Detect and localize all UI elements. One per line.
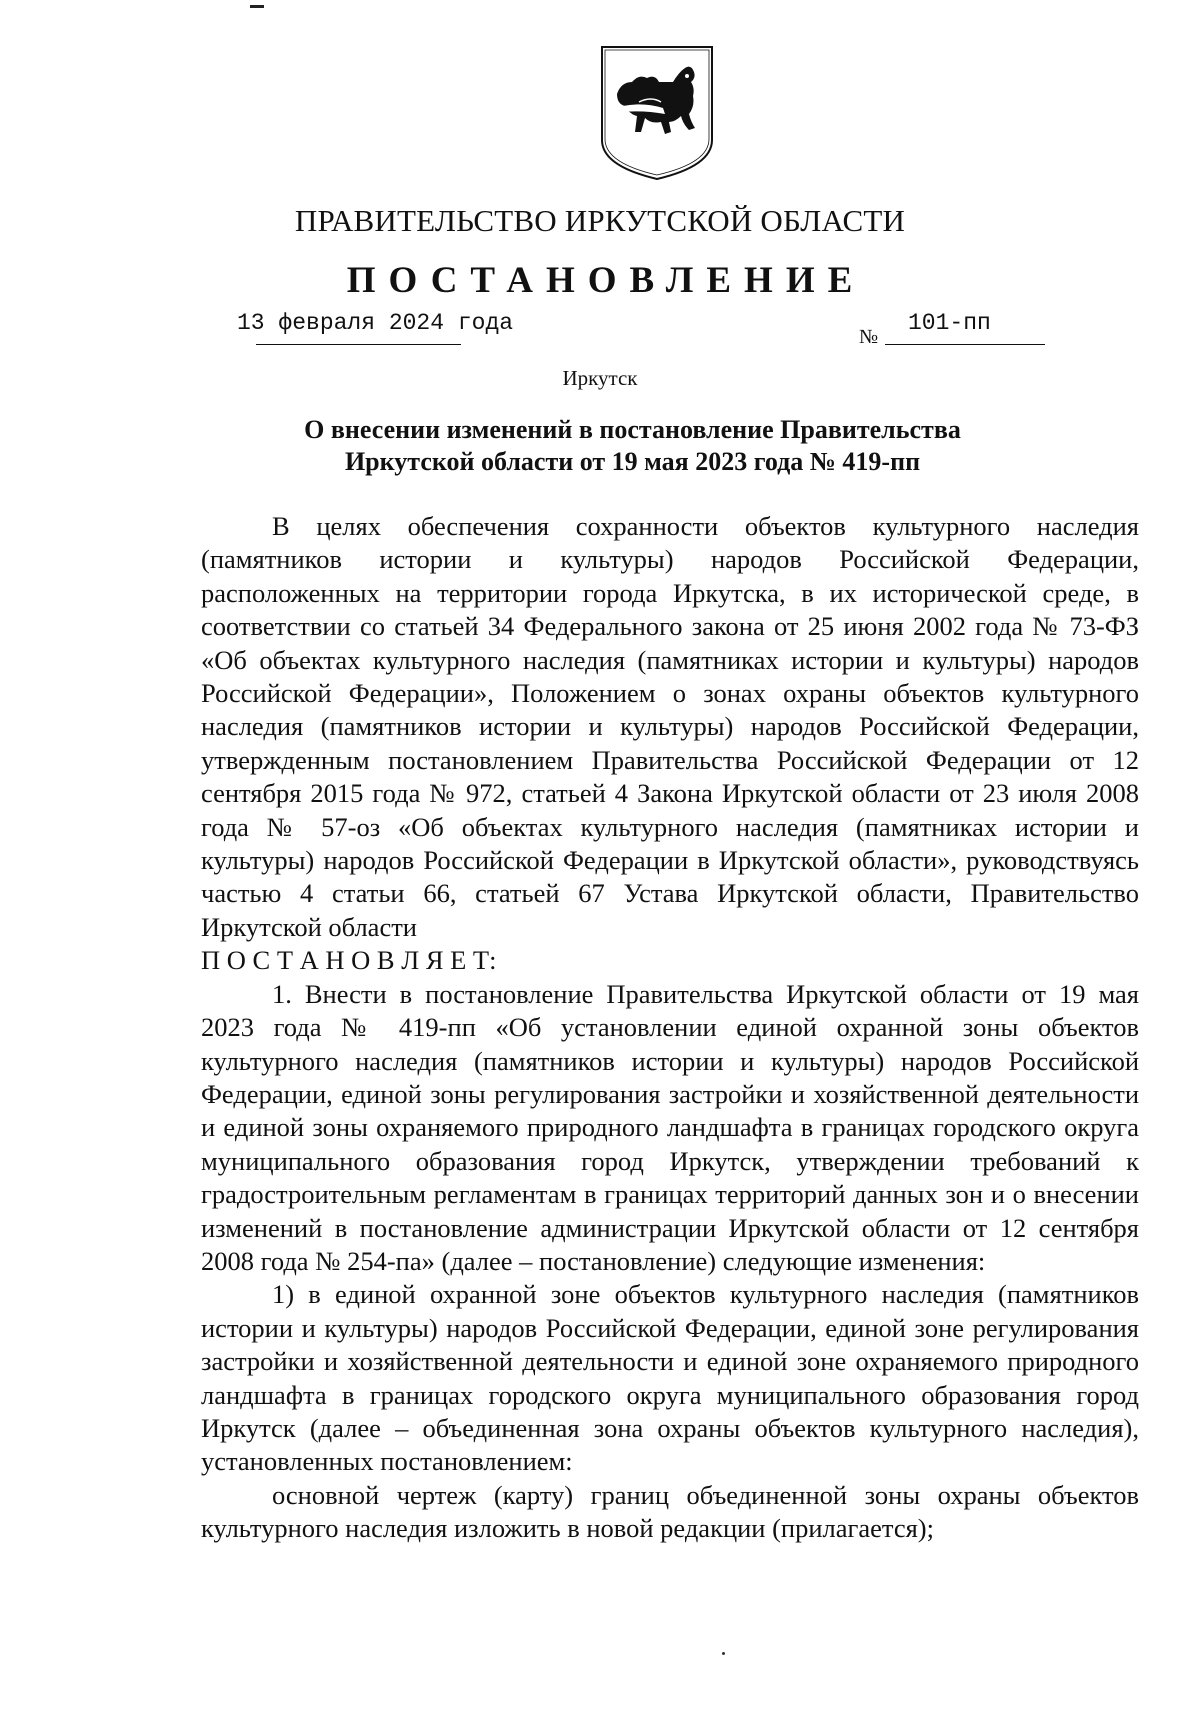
document-type: ПОСТАНОВЛЕНИЕ (346, 260, 866, 301)
title-line-2: Иркутской области от 19 мая 2023 года № 419-пп (344, 447, 921, 476)
document-number: 101-пп (908, 310, 991, 336)
city: Иркутск (562, 366, 638, 390)
subitem-1-paragraph: 1) в единой охранной зоне объектов культурного наследия (памятников истории и культуры) народов Российской Федерации, единой зоне регулирования застройки и хозяйственной деятельности и единой зоне охраняемого природного ландшафта в границах городского округа муниципального образования город Иркутск (далее – объединенная зона охраны объектов культурного наследия), установленных постановлением: (201, 1279, 1139, 1477)
document-title (200, 414, 1065, 478)
decree-word: П О С Т А Н О В Л Я Е Т: (201, 945, 497, 976)
item-1-paragraph: 1. Внести в постановление Правительства Иркутской области от 19 мая 2023 года № 419-пп «Об установлении единой охранной зоны объектов культурного наследия (памятников истории и культуры) народов Российской Федерации, единой зоны регулирования застройки и хозяйственной деятельности и единой зоны охраняемого природного ландшафта в границах городского округа муниципального образования город Иркутск, утверждении требований к градостроительным регламентам в границах территорий данных зон и о внесении изменений в постановление администрации Иркутской области от 12 сентября 2008 года № 254-па» (далее – постановление) следующие изменения: (201, 978, 1139, 1276)
subitem-1-text-paragraph: основной чертеж (карту) границ объединенной зоны охраны объектов культурного наследия изложить в новой редакции (прилагается); (201, 1479, 1139, 1544)
coat-of-arms-icon (599, 44, 715, 182)
preamble-paragraph: В целях обеспечения сохранности объектов культурного наследия (памятников истории и культуры) народов Российской Федерации, расположенных на территории города Иркутска, в их исторической среде, в соответствии со статьей 34 Федерального закона от 25 июня 2002 года № 73-ФЗ «Об объектах культурного наследия (памятниках истории и культуры) народов Российской Федерации», Положением о зонах охраны объектов культурного наследия (памятников истории и культуры) народов Российской Федерации, утвержденным постановлением Правительства Российской Федерации от 12 сентября 2015 года № 972, статьей 4 Закона Иркутской области от 23 июля 2008 года № 57-оз «Об объектах культурного наследия (памятниках истории и культуры) народов Российской Федерации в Иркутской области», руководствуясь частью 4 статьи 66, статьей 67 Устава Иркутской области, Правительство Иркутской области (201, 511, 1139, 942)
number-sign: № (859, 326, 879, 348)
title-line-1: О внесении изменений в постановление Правительства (304, 415, 961, 444)
scan-speck (722, 1652, 725, 1655)
document-date: 13 февраля 2024 года (237, 310, 514, 336)
document-body (201, 510, 1139, 1546)
government-name: ПРАВИТЕЛЬСТВО ИРКУТСКОЙ ОБЛАСТИ (294, 203, 906, 238)
date-underline (256, 344, 461, 345)
number-underline (885, 344, 1045, 345)
scan-mark (250, 5, 264, 8)
